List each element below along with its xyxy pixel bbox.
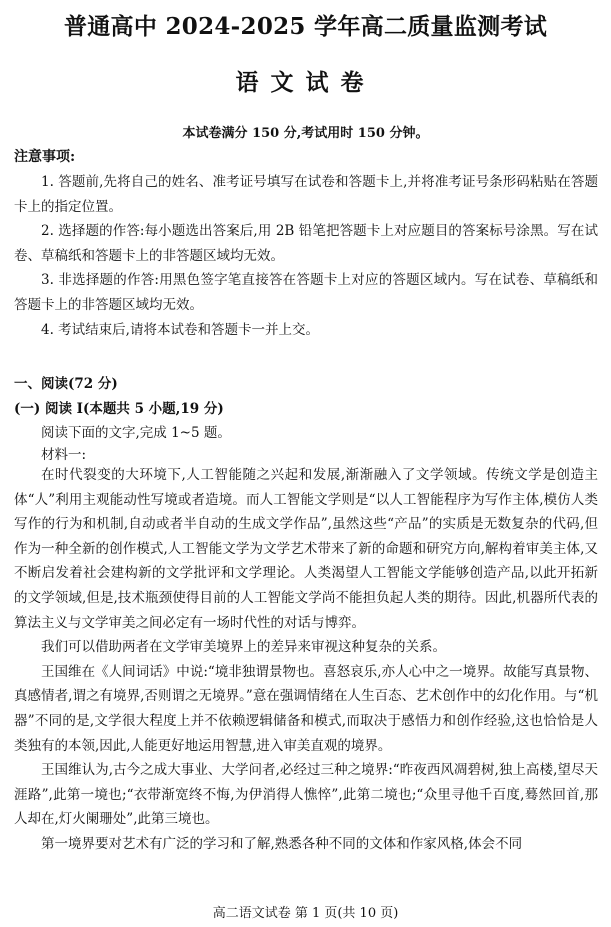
notice-list xyxy=(14,170,598,342)
section-heading: 一、阅读(72 分) xyxy=(14,376,118,392)
paragraph: 王国维认为,古今之成大事业、大学问者,必经过三种之境界:“昨夜西风凋碧树,独上高楼,望尽天涯路”,此第一境也;“衣带渐宽终不悔,为伊消得人憔悴”,此第二境也;“众里寻他千百度,蓦然回首,那人却在,灯火阑珊处”,此第三境也。 xyxy=(14,762,598,828)
notice-item: 4. 考试结束后,请将本试卷和答题卡一并上交。 xyxy=(41,321,319,338)
paragraph: 我们可以借助两者在文学审美境界上的差异来审视这种复杂的关系。 xyxy=(41,639,446,656)
paragraph: 在时代裂变的大环境下,人工智能随之兴起和发展,渐渐融入了文学领域。传统文学是创造主体“人”利用主观能动性写境或者造境。而人工智能文学则是“以人工智能程序为写作主体,模仿人类写作的行为和机制,自动或者半自动的生成文学作品”,虽然这些“产品”的实质是无数复杂的代码,但作为一种全新的创作模式,人工智能文学为文学艺术带来了新的命题和研究方向,解构着审美主体,又不断启发着社会建构新的文学批评和文学理论。人类渴望人工智能文学能够创造产品,以此开拓新的文学领域,但是,技术瓶颈使得目前的人工智能文学尚不能担负起人类的期待。因此,机器所代表的算法主义与文学审美之间必定有一场时代性的对话与博弈。 xyxy=(14,467,598,631)
notice-heading: 注意事项: xyxy=(14,149,76,165)
page-footer: 高二语文试卷 第 1 页(共 10 页) xyxy=(212,906,399,921)
notice-item: 2. 选择题的作答:每小题选出答案后,用 2B 铅笔把答题卡上对应题目的答案标号涂黑。写在试卷、草稿纸和答题卡上的非答题区域均无效。 xyxy=(14,223,598,264)
exam-title: 普通高中 2024-2025 学年高二质量监测考试 xyxy=(63,13,548,40)
material-label: 材料一: xyxy=(41,447,87,463)
instruction: 阅读下面的文字,完成 1~5 题。 xyxy=(41,425,231,441)
notice-item: 3. 非选择题的作答:用黑色签字笔直接答在答题卡上对应的答题区域内。写在试卷、草稿纸和答题卡上的非答题区域均无效。 xyxy=(14,272,598,313)
subsection-heading: (一) 阅读 Ⅰ(本题共 5 小题,19 分) xyxy=(14,401,224,417)
passage xyxy=(14,463,598,857)
paragraph: 王国维在《人间词话》中说:“境非独谓景物也。喜怒哀乐,亦人心中之一境界。故能写真景物、真感情者,谓之有境界,否则谓之无境界。”意在强调情绪在人生百态、艺术创作中的幻化作用。与“机器”不同的是,文学很大程度上并不依赖逻辑储备和模式,而取决于感悟力和创作经验,这也恰恰是人类独有的本领,因此,人能更好地运用智慧,进入审美直观的境界。 xyxy=(14,663,598,754)
exam-info: 本试卷满分 150 分,考试用时 150 分钟。 xyxy=(182,126,429,141)
subject-title: 语文试卷 xyxy=(235,69,376,96)
notice-item: 1. 答题前,先将自己的姓名、准考证号填写在试卷和答题卡上,并将准考证号条形码粘贴在答题卡上的指定位置。 xyxy=(14,174,598,215)
paragraph: 第一境界要对艺术有广泛的学习和了解,熟悉各种不同的文体和作家风格,体会不同 xyxy=(41,835,523,852)
